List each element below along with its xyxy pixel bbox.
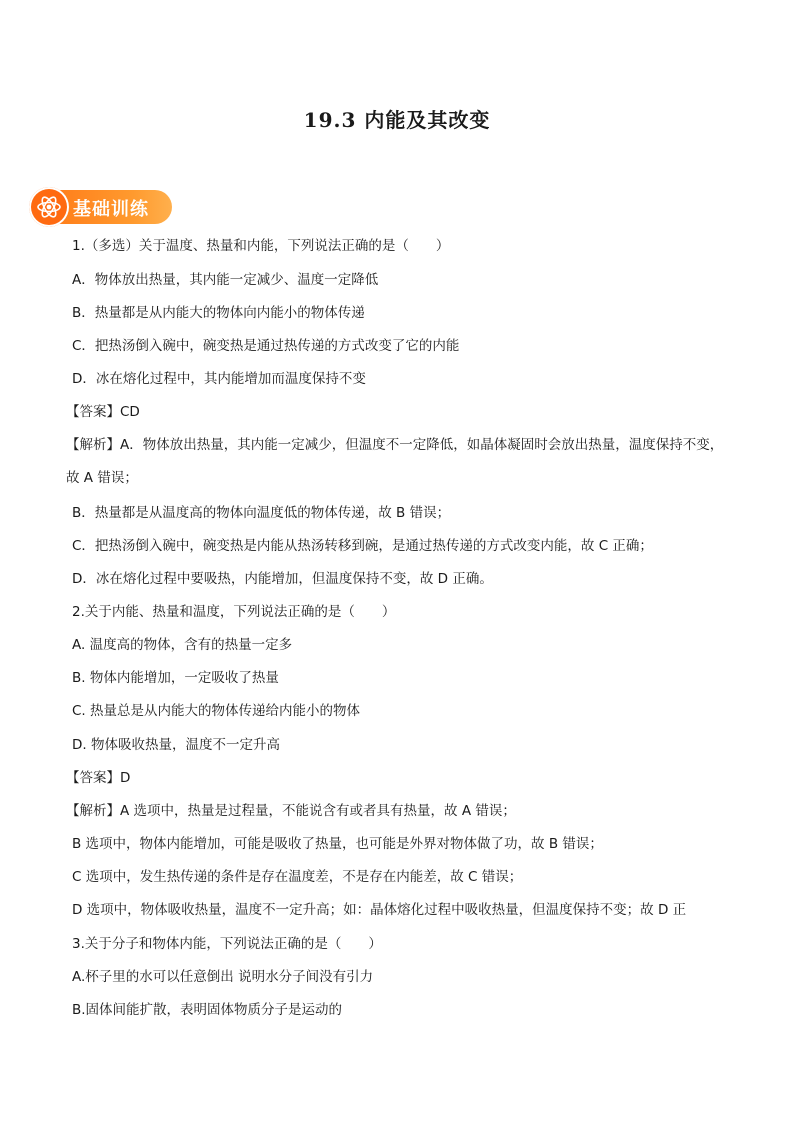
question-2-option-c: C. 热量总是从内能大的物体传递给内能小的物体: [72, 703, 361, 719]
atom-icon: [29, 187, 69, 227]
page-title: 19.3 内能及其改变: [303, 108, 491, 132]
question-2-answer: 【答案】D: [66, 770, 131, 786]
question-2: 2.关于内能、热量和温度，下列说法正确的是（ ）: [72, 604, 396, 620]
question-2-explanation-3: C 选项中，发生热传递的条件是存在温度差，不是存在内能差，故 C 错误；: [72, 869, 523, 885]
question-3-option-a: A.杯子里的水可以任意倒出 说明水分子间没有引力: [72, 969, 374, 985]
section-label: 基础训练: [73, 199, 149, 220]
question-1-explanation-2: B．热量都是从温度高的物体向温度低的物体传递，故 B 错误；: [72, 505, 451, 521]
question-1-option-a: A．物体放出热量，其内能一定减少、温度一定降低: [72, 272, 379, 288]
question-2-option-d: D. 物体吸收热量，温度不一定升高: [72, 737, 280, 753]
question-2-explanation-4: D 选项中，物体吸收热量，温度不一定升高；如：晶体熔化过程中吸收热量，但温度保持不变；故 D 正: [72, 902, 687, 918]
question-2-explanation-2: B 选项中，物体内能增加，可能是吸收了热量，也可能是外界对物体做了功，故 B 错误；: [72, 836, 603, 852]
question-3-option-b: B.固体间能扩散，表明固体物质分子是运动的: [72, 1002, 343, 1018]
question-1-explanation-4: D．冰在熔化过程中要吸热，内能增加，但温度保持不变，故 D 正确。: [72, 571, 493, 587]
section-banner: [29, 187, 172, 227]
question-2-option-a: A. 温度高的物体，含有的热量一定多: [72, 637, 293, 653]
question-1-option-b: B．热量都是从内能大的物体向内能小的物体传递: [72, 305, 365, 321]
question-1-option-d: D．冰在熔化过程中，其内能增加而温度保持不变: [72, 371, 366, 387]
question-2-explanation-1: 【解析】A 选项中，热量是过程量，不能说含有或者具有热量，故 A 错误；: [66, 803, 516, 819]
question-1-explanation-3: C．把热汤倒入碗中，碗变热是内能从热汤转移到碗，是通过热传递的方式改变内能，故 C 正确；: [72, 538, 653, 554]
question-2-option-b: B. 物体内能增加，一定吸收了热量: [72, 670, 279, 686]
question-1-explanation-1: 【解析】A．物体放出热量，其内能一定减少，但温度不一定降低，如晶体凝固时会放出热量，温度保持不变，故 A 错误；: [66, 437, 724, 486]
question-1-answer: 【答案】CD: [66, 404, 140, 420]
question-1: 1.（多选）关于温度、热量和内能，下列说法正确的是（ ）: [72, 238, 450, 254]
question-1-option-c: C．把热汤倒入碗中，碗变热是通过热传递的方式改变了它的内能: [72, 338, 460, 354]
question-3: 3.关于分子和物体内能，下列说法正确的是（ ）: [72, 936, 382, 952]
